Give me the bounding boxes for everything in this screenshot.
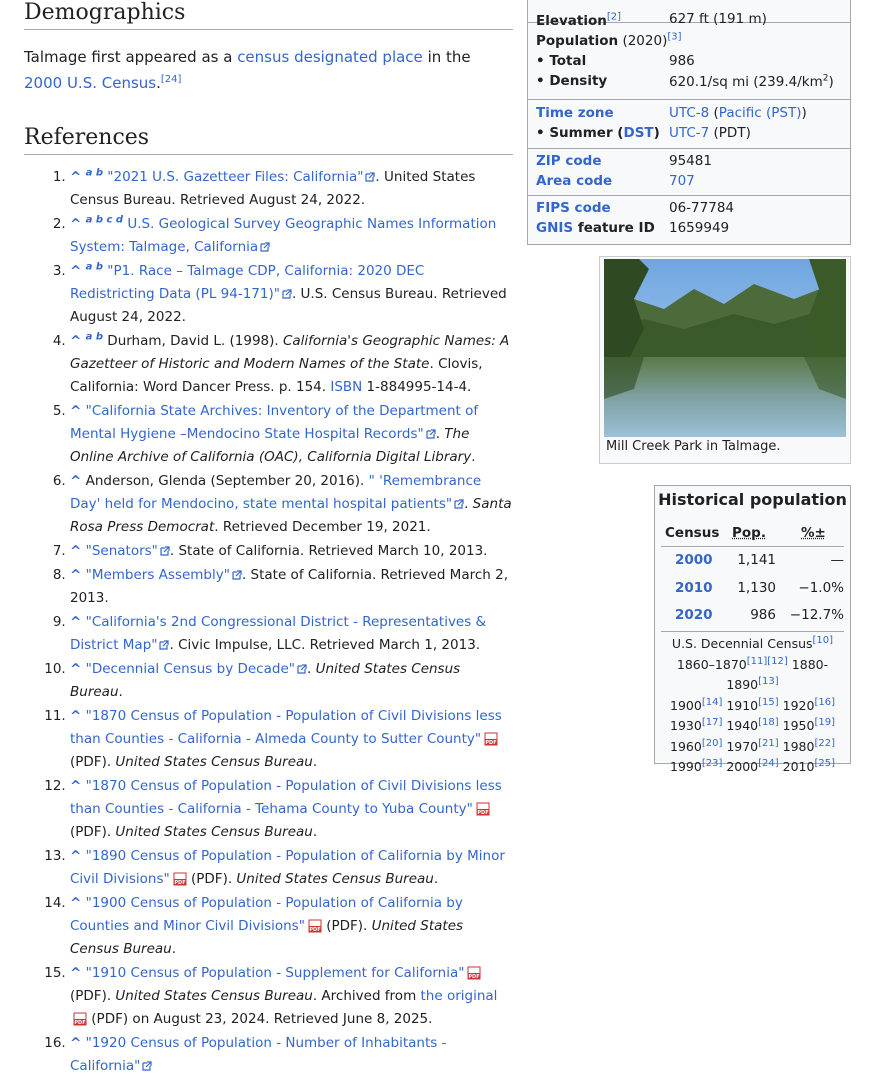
svg-text:PDF: PDF — [468, 974, 481, 980]
population-row — [528, 23, 850, 100]
historical-population-footer — [655, 634, 850, 778]
population-value: 1,130 — [737, 579, 776, 596]
census-year: 1920 — [782, 697, 815, 713]
census-year: 1990 — [670, 759, 702, 774]
reference-details: . Civic Impulse, LLC. Retrieved March 1, 2013. — [169, 637, 481, 653]
elevation-label: Elevation — [536, 13, 607, 29]
demographics-heading: Demographics — [24, 0, 513, 30]
reference-item — [70, 611, 513, 657]
reference-title-link[interactable]: "Decennial Census by Decade" — [85, 661, 295, 677]
footer-source: U.S. Decennial Census[10] — [671, 634, 834, 651]
reference-title-link[interactable]: "Senators" — [85, 543, 158, 559]
back-link-caret[interactable]: ^ — [70, 169, 82, 185]
percent-change: — — [830, 552, 844, 568]
reference-item: 5. ^ "California State Archives: Inventory of the Department of Mental Hygiene –Mendocino State Hospital Records" . The Online Archive of California (OAC), California Digital Library. — [70, 400, 513, 469]
density-value: 620.1/sq mi $(239.4/km^2)$ — [669, 73, 834, 90]
back-link-caret[interactable]: ^ — [70, 403, 82, 419]
back-link-letters[interactable]: a b — [85, 331, 103, 343]
references-list — [24, 166, 513, 1079]
pct-column-header: %± — [801, 525, 826, 541]
population-value: 1,141 — [737, 552, 776, 568]
reference-details: . — [118, 684, 123, 700]
utc-7-link[interactable]: UTC-7 — [669, 125, 710, 141]
reference-publisher: The Online Archive of California (OAC), California Digital Library — [70, 426, 472, 465]
reference-publisher: United States Census Bureau — [115, 754, 313, 770]
external-link-icon — [232, 570, 242, 580]
reference-title-link[interactable]: "California State Archives: Inventory of the Department of Mental Hygiene –Mendocino State Hospital Records" — [70, 403, 479, 442]
reference-title-link[interactable]: "Members Assembly" — [85, 567, 230, 583]
citation-link[interactable]: [16] — [814, 696, 835, 708]
back-link-caret[interactable]: ^ — [70, 661, 82, 677]
utc-8-link[interactable]: UTC-8 — [669, 105, 710, 121]
back-link-letters[interactable]: a b — [85, 261, 103, 273]
citation-link[interactable]: [25] — [814, 757, 835, 769]
reference-title-link[interactable]: "1890 Census of Population - Population of California by Minor Civil Divisions" — [70, 848, 505, 887]
back-link-caret[interactable]: ^ — [70, 333, 82, 349]
header-divider — [661, 546, 844, 547]
total-label: • Total — [536, 53, 587, 69]
references-heading: References — [24, 125, 513, 155]
reference-item — [70, 166, 513, 212]
fips-code-link[interactable]: FIPS code — [536, 200, 611, 216]
reference-title-link[interactable]: "1920 Census of Population - Number of Inhabitants - California" — [70, 1035, 447, 1074]
zip-code-link[interactable]: ZIP code — [536, 153, 602, 169]
historical-population-title: Historical population — [658, 490, 847, 509]
back-link-caret[interactable]: ^ — [70, 216, 82, 232]
pop-column-header: Pop. — [732, 525, 766, 541]
census-year: 2000 — [726, 759, 759, 774]
timezone-row: Time zone UTC-8 (Pacific (PST)) • Summer (DST) UTC-7 (PDT) — [528, 100, 850, 149]
reference-item — [70, 330, 513, 399]
census-year: 2010 — [782, 759, 815, 774]
pdf-icon — [484, 732, 498, 746]
reference-item: 6. ^ Anderson, Glenda (September 20, 2016). " 'Remembrance Day' held for Mendocino, state mental hospital patients" . Santa Rosa Press Democrat. Retrieved December 19, 2021. — [70, 470, 513, 539]
percent-change: −1.0% — [798, 579, 844, 596]
footer-census-refs — [655, 737, 850, 758]
photo-frame — [599, 256, 851, 464]
reference-details: . U.S. Census Bureau. Retrieved August 24, 2022. — [70, 286, 507, 325]
pdf-icon — [173, 872, 187, 886]
reference-item — [70, 892, 513, 961]
svg-text:PDF: PDF — [74, 1020, 86, 1026]
demo-text-before: Talmage first appeared as a — [24, 48, 238, 66]
reference-book-title: California's Geographic Names: A Gazetteer of Historic and Modern Names of the State — [70, 333, 510, 372]
census-year: 1950 — [782, 718, 815, 733]
citation-link[interactable]: [13] — [758, 675, 779, 687]
census-year: 1910 — [726, 697, 759, 713]
citation-link[interactable]: [3] — [667, 31, 682, 43]
back-link-caret[interactable]: ^ — [70, 708, 82, 724]
elevation-value: 627 ft (191 m) — [669, 11, 767, 27]
census-year-link[interactable]: 2010 — [675, 579, 713, 596]
reference-item — [70, 260, 513, 329]
census-year: 1880-1890 — [726, 656, 829, 692]
svg-text:PDF: PDF — [174, 880, 186, 886]
citation-link[interactable]: [22] — [814, 737, 835, 749]
reference-details: . — [312, 824, 318, 840]
back-link-caret[interactable]: ^ — [70, 778, 82, 794]
demo-text-mid: in the — [422, 48, 471, 66]
reference-title-link[interactable]: "1870 Census of Population - Population of Civil Divisions less than Counties - California - Tehama County to Yuba County" — [70, 778, 502, 817]
svg-text:PDF: PDF — [477, 810, 489, 816]
elevation-row — [528, 0, 850, 29]
zip-row — [528, 149, 850, 196]
external-link-icon — [260, 242, 270, 252]
census-year: 1860–1870 — [676, 656, 747, 672]
time-zone-link[interactable]: Time zone — [536, 105, 614, 121]
reference-publisher: United States Census Bureau — [70, 918, 464, 957]
reference-title-link[interactable]: "California's 2nd Congressional District - Representatives & District Map" — [70, 614, 487, 653]
back-link-caret[interactable]: ^ — [70, 848, 82, 864]
citation-link[interactable]: [14] — [701, 696, 723, 708]
reference-title-link[interactable]: "P1. Race – Talmage CDP, California: 2020 DEC Redistricting Data (PL 94-171)" — [70, 263, 425, 302]
census-year: 1960 — [670, 738, 702, 754]
gnis-link[interactable]: GNIS — [536, 220, 574, 236]
pdf-label: (PDF). — [70, 988, 116, 1004]
citation-link[interactable]: [10] — [812, 634, 834, 646]
reference-details: . — [312, 754, 318, 770]
fips-value: 06-77784 — [669, 200, 734, 216]
reference-title-link[interactable]: "1870 Census of Population - Population of Civil Divisions less than Counties - California - Almeda County to Sutter County" — [70, 708, 502, 747]
citation-link[interactable]: [23] — [701, 757, 723, 769]
census-year-link[interactable]: 2020 — [675, 607, 713, 623]
reference-details: . Clovis, California: Word Dancer Press. p. 154. — [70, 356, 483, 395]
reference-title-link[interactable]: U.S. Geological Survey Geographic Names Information System: Talmage, California — [70, 216, 497, 255]
pdf-label: (PDF). — [186, 871, 237, 887]
back-link-letters[interactable]: a b — [85, 167, 103, 179]
reference-details: . — [433, 871, 439, 887]
population-value: 986 — [750, 607, 776, 623]
citation-link[interactable]: [11][12] — [746, 655, 788, 667]
original-link[interactable]: the original — [420, 988, 498, 1004]
reference-item — [70, 213, 513, 259]
area-code-link[interactable]: Area code — [536, 173, 613, 189]
historical-population-table — [654, 485, 851, 774]
reference-item — [70, 1032, 513, 1078]
census-designated-place-link[interactable]: census designated place — [237, 48, 423, 66]
svg-text:PDF: PDF — [485, 740, 497, 746]
pdf-icon — [308, 919, 322, 933]
citation-link[interactable]: [24] — [160, 74, 182, 85]
external-link-icon — [142, 1061, 152, 1071]
pdf-label: (PDF). — [70, 824, 116, 840]
dst-link[interactable]: DST — [623, 125, 654, 141]
back-link-caret[interactable]: ^ — [70, 263, 82, 279]
back-link-caret[interactable]: ^ — [70, 965, 82, 981]
svg-text:PDF: PDF — [309, 927, 321, 933]
census-year-link[interactable]: 2000 — [675, 552, 713, 568]
external-link-icon — [282, 289, 292, 299]
footer-census-refs — [655, 757, 850, 778]
census-year: 1900 — [670, 697, 702, 713]
percent-change: −12.7% — [789, 607, 844, 623]
back-link-caret[interactable]: ^ — [70, 473, 82, 489]
reference-item: 10. ^ "Decennial Census by Decade" . United States Census Bureau. — [70, 658, 513, 704]
reference-author: Anderson, Glenda (September 20, 2016). — [85, 473, 369, 489]
external-link-icon — [454, 499, 464, 509]
citation-link[interactable]: [20] — [701, 737, 723, 749]
reference-details: . State of California. Retrieved March 2, 2013. — [70, 567, 509, 606]
reference-details: . — [471, 449, 476, 465]
photo-caption: Mill Creek Park in Talmage. — [606, 439, 781, 454]
reference-publisher: United States Census Bureau — [115, 988, 313, 1004]
citation-link[interactable]: [24] — [758, 757, 779, 769]
area-code-value-link[interactable]: 707 — [669, 173, 695, 189]
infobox — [527, 0, 851, 245]
reference-publisher: United States Census Bureau — [115, 824, 313, 840]
demo-text-end: . — [156, 74, 161, 92]
external-link-icon — [365, 172, 375, 182]
reference-item — [70, 845, 513, 891]
reference-title-link[interactable]: "1900 Census of Population - Population of California by Counties and Minor Civil Divisions" — [70, 895, 463, 934]
external-link-icon — [160, 546, 170, 556]
pdf-label: (PDF). — [70, 754, 116, 770]
pdf-icon — [467, 966, 481, 980]
reference-publisher: United States Census Bureau — [236, 871, 434, 887]
footer-divider — [661, 631, 844, 632]
mill-creek-park-photo[interactable] — [604, 259, 846, 437]
back-link-caret[interactable]: ^ — [70, 567, 82, 583]
reference-item — [70, 962, 513, 1031]
reference-publisher: Santa Rosa Press Democrat — [70, 496, 512, 535]
isbn-link[interactable]: ISBN — [330, 379, 363, 395]
back-link-caret[interactable]: ^ — [70, 614, 82, 630]
reference-item — [70, 775, 513, 844]
demographics-paragraph — [24, 44, 513, 96]
back-link-caret[interactable]: ^ — [70, 543, 82, 559]
reference-details: . United States Census Bureau. Retrieved August 24, 2022. — [70, 169, 476, 208]
external-link-icon — [159, 640, 169, 650]
pdf-label: (PDF) — [87, 1011, 129, 1027]
citation-link[interactable]: [2] — [606, 11, 622, 23]
population-label: Population — [536, 33, 619, 49]
reference-publisher: United States Census Bureau — [70, 661, 461, 700]
total-value: 986 — [669, 53, 695, 69]
citation-link[interactable]: [21] — [758, 737, 779, 749]
back-link-caret[interactable]: ^ — [70, 1035, 82, 1051]
external-link-icon — [297, 664, 307, 674]
reference-details: on August 23, 2024. Retrieved June 8, 2025. — [128, 1011, 433, 1027]
gnis-value: 1659949 — [669, 220, 730, 236]
2000-census-link[interactable]: 2000 U.S. Census — [24, 74, 157, 92]
footer-census-refs — [655, 696, 850, 717]
pdf-icon — [476, 802, 490, 816]
citation-link[interactable]: [15] — [758, 696, 779, 708]
census-year: 1930 — [670, 718, 702, 733]
reference-title-link[interactable]: " 'Remembrance Day' held for Mendocino, state mental hospital patients" — [70, 473, 482, 512]
reference-item — [70, 564, 513, 610]
zip-value: 95481 — [669, 153, 712, 169]
pdf-label: (PDF). — [321, 918, 372, 934]
citation-link[interactable]: [19] — [814, 716, 835, 728]
census-year: 1980 — [782, 738, 815, 754]
citation-link[interactable]: [18] — [758, 716, 779, 728]
reference-title-link[interactable]: "2021 U.S. Gazetteer Files: California" — [107, 169, 364, 185]
census-column-header: Census — [665, 525, 720, 541]
footer-census-refs — [655, 716, 850, 737]
isbn-number: 1-884995-14-4. — [362, 379, 472, 395]
reference-author: Durham, David L. (1998). — [107, 333, 283, 349]
fips-row: FIPS code 06-77784 GNIS feature ID 1659949 — [536, 200, 734, 236]
pacific-link[interactable]: Pacific (PST) — [718, 105, 802, 121]
census-year: 1970 — [726, 738, 759, 754]
density-label: • Density — [536, 73, 608, 89]
reference-title-link[interactable]: "1910 Census of Population - Supplement for California" — [85, 965, 465, 981]
reference-details: . Retrieved December 19, 2021. — [214, 519, 431, 535]
footer-census-refs — [655, 655, 850, 696]
census-year: 1940 — [726, 718, 759, 733]
archived-text: . Archived from — [312, 988, 421, 1004]
population-year: (2020) — [618, 33, 668, 49]
citation-link[interactable]: [17] — [701, 716, 723, 728]
external-link-icon — [426, 429, 436, 439]
reference-details: . — [171, 941, 177, 957]
back-link-letters[interactable]: a b c d — [85, 214, 124, 226]
reference-item — [70, 705, 513, 774]
reference-details: . State of California. Retrieved March 10, 2013. — [169, 543, 488, 559]
reference-item — [70, 540, 513, 563]
back-link-caret[interactable]: ^ — [70, 895, 82, 911]
